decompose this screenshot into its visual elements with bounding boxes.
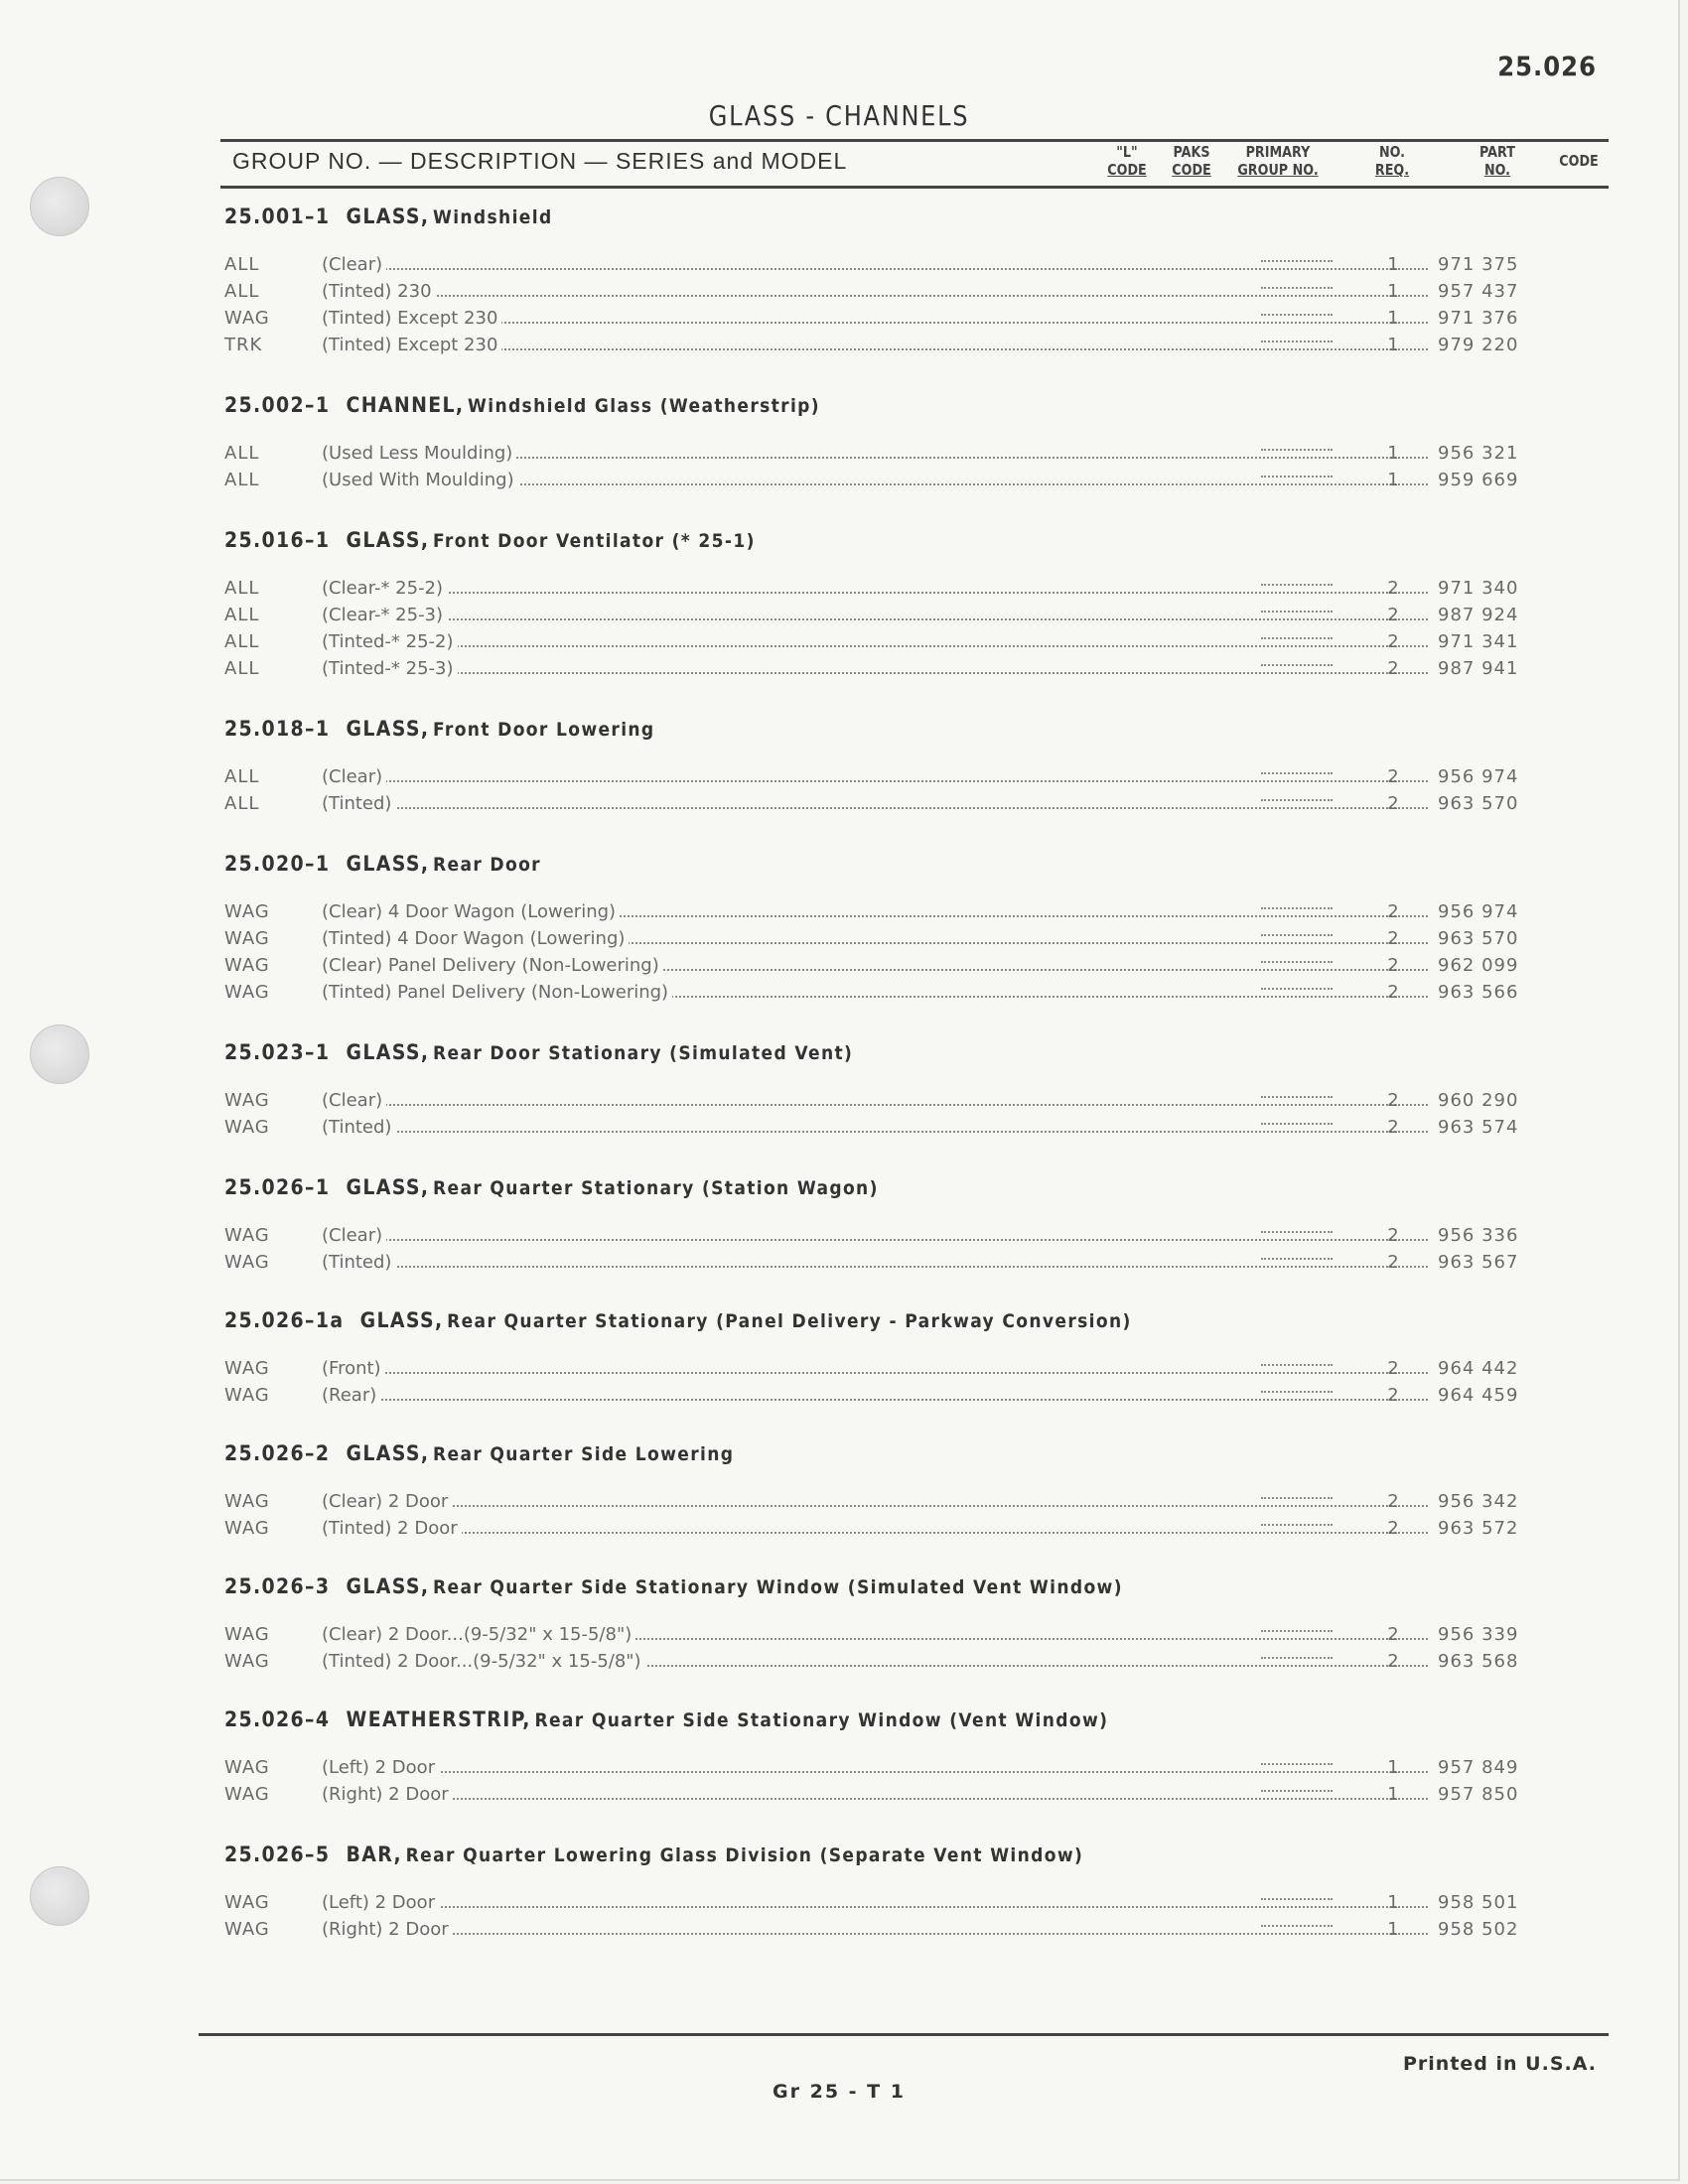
part-row (220, 1784, 1611, 1810)
part-row (220, 1090, 1611, 1116)
quantity-required: 2 (1387, 955, 1399, 976)
series: WAG (224, 1784, 270, 1805)
part-number: 956 974 (1438, 901, 1519, 922)
item-description-text: (Tinted) (322, 1252, 395, 1273)
group-number: 25.026–5 (224, 1843, 331, 1866)
part-row (220, 955, 1611, 981)
series: ALL (224, 254, 260, 275)
part-row (220, 605, 1611, 630)
series: WAG (224, 982, 270, 1003)
group-description: Rear Quarter Lowering Glass Division (Separate Vent Window) (405, 1844, 1084, 1866)
item-description-text: (Tinted) 2 Door (322, 1518, 462, 1539)
dot-leader (322, 672, 1428, 674)
dot-leader (322, 1505, 1428, 1507)
series: ALL (224, 578, 260, 599)
dot-leader (322, 618, 1428, 620)
part-number: 959 669 (1438, 470, 1519, 490)
group-number: 25.002–1 (224, 393, 331, 417)
dot-leader (322, 1372, 1428, 1374)
primary-group-leader (1261, 584, 1333, 586)
group-name: GLASS, (346, 1574, 430, 1598)
series: WAG (224, 1491, 270, 1512)
part-row (220, 1757, 1611, 1783)
group-number: 25.026–1 (224, 1175, 331, 1199)
binder-hole (30, 1866, 89, 1926)
part-number: 956 336 (1438, 1225, 1519, 1246)
group-heading (224, 1175, 879, 1199)
part-row (220, 578, 1611, 604)
primary-group-leader (1261, 961, 1333, 963)
dot-leader (322, 592, 1428, 594)
item-description (322, 1090, 1428, 1111)
quantity-required: 2 (1387, 631, 1399, 652)
group-name: GLASS, (346, 1040, 430, 1064)
item-description-text: (Clear) Panel Delivery (Non-Lowering) (322, 955, 663, 976)
item-description (322, 658, 1428, 679)
primary-group-leader (1261, 1123, 1333, 1125)
primary-group-leader (1261, 1364, 1333, 1366)
item-description-text: (Tinted-* 25-2) (322, 631, 458, 652)
item-description (322, 1117, 1428, 1138)
part-number: 987 941 (1438, 658, 1519, 679)
item-description-text: (Tinted) Except 230 (322, 335, 501, 355)
part-row (220, 1385, 1611, 1411)
item-description-text: (Clear) (322, 254, 386, 275)
part-row (220, 1252, 1611, 1278)
series: WAG (224, 955, 270, 976)
part-row (220, 254, 1611, 280)
group-name: GLASS, (346, 205, 430, 228)
item-description (322, 335, 1428, 355)
quantity-required: 2 (1387, 1225, 1399, 1246)
group-description: Rear Quarter Stationary (Station Wagon) (432, 1177, 879, 1199)
item-description (322, 928, 1428, 949)
item-description (322, 254, 1428, 275)
dot-leader (322, 645, 1428, 647)
group-name: GLASS, (346, 852, 430, 876)
item-description (322, 578, 1428, 599)
series: WAG (224, 1252, 270, 1273)
series: ALL (224, 658, 260, 679)
item-description-text: (Right) 2 Door (322, 1919, 453, 1940)
item-description (322, 470, 1428, 490)
item-description-text: (Clear-* 25-3) (322, 605, 447, 625)
quantity-required: 1 (1387, 254, 1399, 275)
item-description (322, 1491, 1428, 1512)
series: WAG (224, 1757, 270, 1778)
quantity-required: 2 (1387, 605, 1399, 625)
part-row (220, 1919, 1611, 1945)
item-description-text: (Tinted) 4 Door Wagon (Lowering) (322, 928, 629, 949)
quantity-required: 1 (1387, 335, 1399, 355)
primary-group-leader (1261, 1258, 1333, 1260)
part-row (220, 308, 1611, 334)
quantity-required: 2 (1387, 578, 1399, 599)
group-description: Windshield (432, 206, 553, 228)
part-row (220, 1225, 1611, 1251)
header-l-code: "L" CODE (1107, 143, 1147, 179)
part-row (220, 1892, 1611, 1918)
part-row (220, 470, 1611, 495)
part-number: 963 566 (1438, 982, 1519, 1003)
group-heading (224, 393, 820, 417)
group-name: GLASS, (346, 528, 430, 552)
item-description-text: (Front) (322, 1358, 385, 1379)
series: WAG (224, 1090, 270, 1111)
quantity-required: 2 (1387, 1358, 1399, 1379)
primary-group-leader (1261, 1497, 1333, 1499)
header-main-label: GROUP NO. — DESCRIPTION — SERIES and MODEL (232, 148, 848, 174)
quantity-required: 2 (1387, 1117, 1399, 1138)
item-description (322, 1624, 1428, 1645)
dot-leader (322, 1131, 1428, 1133)
header-code: CODE (1559, 152, 1599, 170)
quantity-required: 1 (1387, 1919, 1399, 1940)
group-description: Rear Quarter Side Stationary Window (Simulated Vent Window) (432, 1576, 1123, 1598)
group-heading (224, 1040, 853, 1064)
item-description-text: (Used Less Moulding) (322, 443, 516, 464)
item-description (322, 443, 1428, 464)
item-description-text: (Tinted) Except 230 (322, 308, 501, 329)
group-description: Windshield Glass (Weatherstrip) (468, 395, 820, 417)
dot-leader (322, 1532, 1428, 1534)
primary-group-leader (1261, 611, 1333, 613)
group-label: Gr 25 - T 1 (773, 2081, 906, 2103)
dot-leader (322, 295, 1428, 297)
part-row (220, 1518, 1611, 1544)
page-title: GLASS - CHANNELS (708, 99, 970, 132)
part-number: 979 220 (1438, 335, 1519, 355)
dot-leader (322, 1104, 1428, 1106)
series: WAG (224, 1892, 270, 1913)
series: WAG (224, 928, 270, 949)
item-description-text: (Tinted) (322, 1117, 395, 1138)
primary-group-leader (1261, 260, 1333, 262)
item-description-text: (Clear) 4 Door Wagon (Lowering) (322, 901, 620, 922)
item-description-text: (Tinted) (322, 793, 395, 814)
item-description (322, 793, 1428, 814)
item-description (322, 1385, 1428, 1406)
part-number: 957 437 (1438, 281, 1519, 302)
item-description (322, 1358, 1428, 1379)
series: ALL (224, 470, 260, 490)
group-heading (224, 1441, 734, 1465)
item-description (322, 901, 1428, 922)
part-row (220, 1358, 1611, 1384)
group-number: 25.023–1 (224, 1040, 331, 1064)
part-row (220, 1491, 1611, 1517)
dot-leader (322, 1906, 1428, 1908)
part-number: 971 375 (1438, 254, 1519, 275)
group-name: GLASS, (346, 717, 430, 741)
quantity-required: 2 (1387, 1651, 1399, 1672)
primary-group-leader (1261, 1096, 1333, 1098)
group-heading (224, 717, 655, 741)
primary-group-leader (1261, 314, 1333, 316)
header-primary-group: PRIMARY GROUP NO. (1237, 143, 1319, 179)
group-heading (224, 1707, 1108, 1731)
dot-leader (322, 1933, 1428, 1935)
primary-group-leader (1261, 664, 1333, 666)
part-row (220, 1624, 1611, 1650)
series: ALL (224, 766, 260, 787)
quantity-required: 1 (1387, 1757, 1399, 1778)
part-row (220, 766, 1611, 792)
primary-group-leader (1261, 1231, 1333, 1233)
dot-leader (322, 268, 1428, 270)
quantity-required: 2 (1387, 982, 1399, 1003)
table-header (220, 139, 1609, 189)
quantity-required: 2 (1387, 901, 1399, 922)
quantity-required: 2 (1387, 928, 1399, 949)
part-number: 963 568 (1438, 1651, 1519, 1672)
header-no-req: NO. REQ. (1374, 143, 1410, 179)
page-number: 25.026 (1497, 52, 1597, 82)
group-name: GLASS, (346, 1441, 430, 1465)
part-row (220, 793, 1611, 819)
group-description: Front Door Ventilator (* 25-1) (432, 530, 756, 552)
group-number: 25.026–1a (224, 1308, 345, 1332)
item-description-text: (Tinted) 230 (322, 281, 436, 302)
series: WAG (224, 1919, 270, 1940)
primary-group-leader (1261, 476, 1333, 478)
primary-group-leader (1261, 1657, 1333, 1659)
dot-leader (322, 1771, 1428, 1773)
group-heading (224, 852, 541, 876)
group-description: Rear Quarter Stationary (Panel Delivery - Parkway Conversion) (447, 1310, 1132, 1332)
item-description-text: (Clear) (322, 766, 386, 787)
part-row (220, 443, 1611, 469)
part-number: 971 340 (1438, 578, 1519, 599)
quantity-required: 1 (1387, 1784, 1399, 1805)
group-description: Rear Quarter Side Stationary Window (Vent Window) (534, 1709, 1109, 1731)
part-number: 963 572 (1438, 1518, 1519, 1539)
primary-group-leader (1261, 934, 1333, 936)
item-description-text: (Clear) 2 Door (322, 1491, 452, 1512)
item-description-text: (Tinted-* 25-3) (322, 658, 458, 679)
group-heading (224, 528, 756, 552)
group-heading (224, 1574, 1123, 1598)
item-description-text: (Clear-* 25-2) (322, 578, 447, 599)
primary-group-leader (1261, 907, 1333, 909)
part-number: 956 974 (1438, 766, 1519, 787)
primary-group-leader (1261, 1925, 1333, 1927)
quantity-required: 1 (1387, 1892, 1399, 1913)
quantity-required: 2 (1387, 793, 1399, 814)
series: WAG (224, 1651, 270, 1672)
series: WAG (224, 1225, 270, 1246)
part-number: 963 570 (1438, 793, 1519, 814)
item-description (322, 1919, 1428, 1940)
primary-group-leader (1261, 988, 1333, 990)
group-number: 25.016–1 (224, 528, 331, 552)
primary-group-leader (1261, 341, 1333, 342)
primary-group-leader (1261, 637, 1333, 639)
group-heading (224, 205, 553, 228)
group-number: 25.018–1 (224, 717, 331, 741)
group-name: CHANNEL, (346, 393, 465, 417)
quantity-required: 2 (1387, 1252, 1399, 1273)
series: WAG (224, 901, 270, 922)
series: ALL (224, 281, 260, 302)
part-number: 956 342 (1438, 1491, 1519, 1512)
primary-group-leader (1261, 449, 1333, 451)
binder-hole (30, 177, 89, 236)
printed-in-label: Printed in U.S.A. (1403, 2053, 1597, 2075)
primary-group-leader (1261, 1630, 1333, 1632)
part-number: 958 502 (1438, 1919, 1519, 1940)
quantity-required: 2 (1387, 658, 1399, 679)
part-number: 971 376 (1438, 308, 1519, 329)
series: WAG (224, 1385, 270, 1406)
part-number: 964 442 (1438, 1358, 1519, 1379)
item-description (322, 1757, 1428, 1778)
group-name: GLASS, (346, 1175, 430, 1199)
item-description (322, 631, 1428, 652)
series: WAG (224, 308, 270, 329)
item-description (322, 1892, 1428, 1913)
item-description (322, 1651, 1428, 1672)
quantity-required: 1 (1387, 308, 1399, 329)
item-description-text: (Right) 2 Door (322, 1784, 453, 1805)
item-description-text: (Clear) 2 Door...(9-5/32" x 15-5/8") (322, 1624, 635, 1645)
part-number: 964 459 (1438, 1385, 1519, 1406)
header-part-no: PART NO. (1479, 143, 1515, 179)
group-name: WEATHERSTRIP, (346, 1707, 531, 1731)
dot-leader (322, 780, 1428, 782)
part-number: 957 849 (1438, 1757, 1519, 1778)
series: WAG (224, 1358, 270, 1379)
quantity-required: 2 (1387, 1491, 1399, 1512)
quantity-required: 2 (1387, 1518, 1399, 1539)
part-row (220, 1651, 1611, 1677)
item-description-text: (Left) 2 Door (322, 1757, 439, 1778)
group-name: GLASS, (359, 1308, 444, 1332)
group-number: 25.026–2 (224, 1441, 331, 1465)
part-number: 958 501 (1438, 1892, 1519, 1913)
group-number: 25.026–3 (224, 1574, 331, 1598)
part-number: 963 574 (1438, 1117, 1519, 1138)
item-description (322, 281, 1428, 302)
group-heading (224, 1308, 1132, 1332)
group-description: Rear Door (432, 854, 541, 876)
part-number: 956 339 (1438, 1624, 1519, 1645)
part-row (220, 982, 1611, 1008)
part-number: 960 290 (1438, 1090, 1519, 1111)
series: ALL (224, 605, 260, 625)
group-name: BAR, (346, 1843, 403, 1866)
quantity-required: 1 (1387, 443, 1399, 464)
primary-group-leader (1261, 1898, 1333, 1900)
series: ALL (224, 631, 260, 652)
dot-leader (322, 1399, 1428, 1401)
group-description: Rear Door Stationary (Simulated Vent) (432, 1042, 854, 1064)
dot-leader (322, 1239, 1428, 1241)
part-number: 957 850 (1438, 1784, 1519, 1805)
item-description (322, 766, 1428, 787)
primary-group-leader (1261, 1790, 1333, 1792)
part-row (220, 658, 1611, 684)
quantity-required: 1 (1387, 470, 1399, 490)
part-number: 987 924 (1438, 605, 1519, 625)
group-description: Front Door Lowering (432, 719, 655, 741)
part-number: 962 099 (1438, 955, 1519, 976)
quantity-required: 2 (1387, 1090, 1399, 1111)
footer-divider (199, 2033, 1609, 2036)
item-description (322, 1252, 1428, 1273)
part-row (220, 335, 1611, 360)
part-number: 963 570 (1438, 928, 1519, 949)
quantity-required: 1 (1387, 281, 1399, 302)
quantity-required: 2 (1387, 1624, 1399, 1645)
primary-group-leader (1261, 772, 1333, 774)
item-description-text: (Clear) (322, 1090, 386, 1111)
dot-leader (322, 1266, 1428, 1268)
quantity-required: 2 (1387, 766, 1399, 787)
group-number: 25.020–1 (224, 852, 331, 876)
item-description (322, 1784, 1428, 1805)
series: ALL (224, 443, 260, 464)
item-description-text: (Clear) (322, 1225, 386, 1246)
primary-group-leader (1261, 287, 1333, 289)
part-row (220, 1117, 1611, 1143)
item-description-text: (Left) 2 Door (322, 1892, 439, 1913)
part-number: 963 567 (1438, 1252, 1519, 1273)
primary-group-leader (1261, 1763, 1333, 1765)
part-row (220, 281, 1611, 307)
item-description (322, 955, 1428, 976)
quantity-required: 2 (1387, 1385, 1399, 1406)
primary-group-leader (1261, 1524, 1333, 1526)
part-row (220, 631, 1611, 657)
dot-leader (322, 1798, 1428, 1800)
primary-group-leader (1261, 1391, 1333, 1393)
dot-leader (322, 807, 1428, 809)
part-row (220, 928, 1611, 954)
item-description (322, 308, 1428, 329)
item-description (322, 1518, 1428, 1539)
primary-group-leader (1261, 799, 1333, 801)
part-row (220, 901, 1611, 927)
binder-hole (30, 1024, 89, 1084)
group-number: 25.001–1 (224, 205, 331, 228)
item-description (322, 982, 1428, 1003)
item-description-text: (Used With Moulding) (322, 470, 518, 490)
part-number: 971 341 (1438, 631, 1519, 652)
series: ALL (224, 793, 260, 814)
item-description (322, 605, 1428, 625)
group-heading (224, 1843, 1083, 1866)
series: WAG (224, 1624, 270, 1645)
item-description (322, 1225, 1428, 1246)
series: WAG (224, 1117, 270, 1138)
group-description: Rear Quarter Side Lowering (432, 1443, 735, 1465)
series: WAG (224, 1518, 270, 1539)
series: TRK (224, 335, 263, 355)
header-paks-code: PAKS CODE (1172, 143, 1211, 179)
item-description-text: (Rear) (322, 1385, 380, 1406)
item-description-text: (Tinted) Panel Delivery (Non-Lowering) (322, 982, 672, 1003)
item-description-text: (Tinted) 2 Door...(9-5/32" x 15-5/8") (322, 1651, 645, 1672)
part-number: 956 321 (1438, 443, 1519, 464)
group-number: 25.026–4 (224, 1707, 331, 1731)
